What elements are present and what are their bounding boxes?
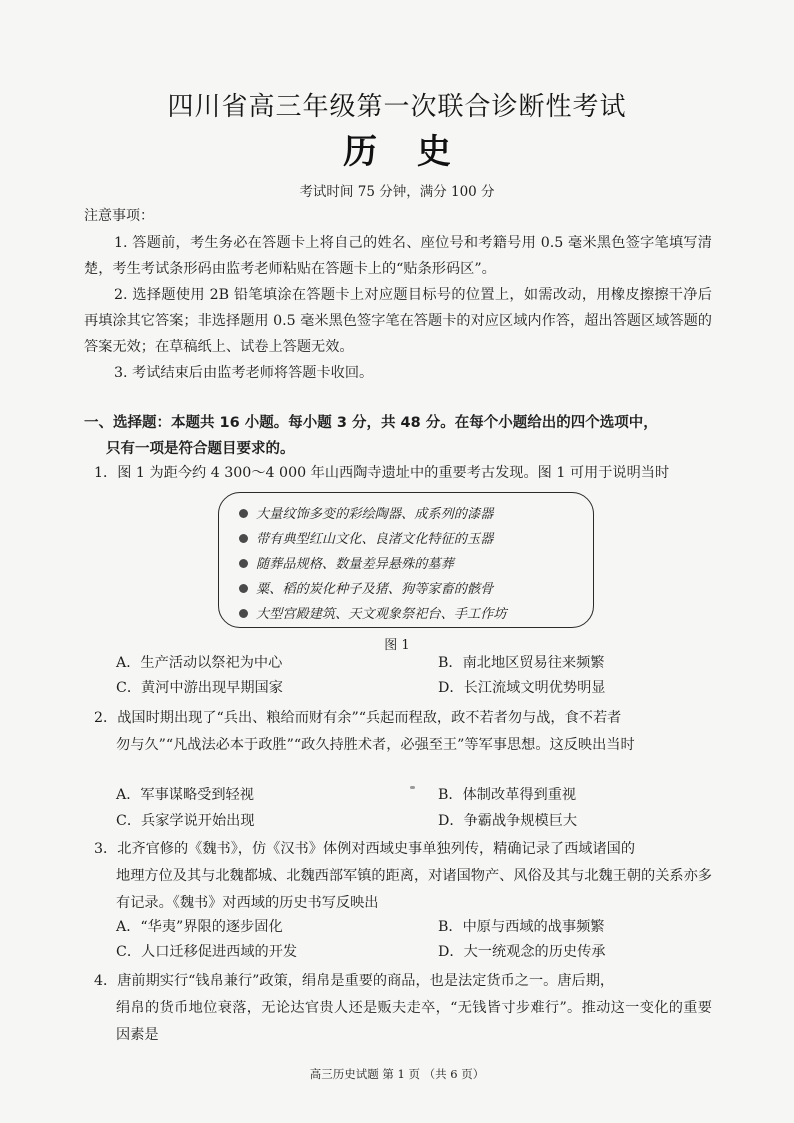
bullet-icon: [239, 534, 248, 543]
question-2-option-c: C．兵家学说开始出现: [116, 813, 255, 829]
question-3-option-c: C．人口迁移促进西域的开发: [116, 944, 298, 960]
question-1-option-a: A．生产活动以祭祀为中心: [116, 655, 283, 671]
bullet-icon: [239, 584, 248, 593]
figure-1-caption: 图 1: [384, 638, 410, 653]
bullet-icon: [239, 559, 248, 568]
question-1-stem: 1．图 1 为距今约 4 300～4 000 年山西陶寺遗址中的重要考古发现。图 1 可用于说明当时: [94, 465, 670, 481]
note-item: 1. 答题前，考生务必在答题卡上将自己的姓名、座位号和考籍号用 0.5 毫米黑色签字笔填写清楚，考生考试条形码由监考老师粘贴在答题卡上的“贴条形码区”。: [84, 235, 712, 277]
question-1-option-b: B．南北地区贸易往来频繁: [438, 655, 605, 671]
question-3-option-b: B．中原与西域的战事频繁: [438, 919, 605, 935]
note-item: 2. 选择题使用 2B 铅笔填涂在答题卡上对应题目标号的位置上，如需改动，用橡皮擦擦干净后再填涂其它答案；非选择题用 0.5 毫米黑色签字笔在答题卡的对应区域内作答，超出答题区域答题的答案无效；在草稿纸上、试卷上答题无效。: [84, 287, 712, 355]
question-1-option-c: C．黄河中游出现早期国家: [116, 680, 283, 696]
question-2-option-a: A．军事谋略受到轻视: [116, 787, 254, 803]
section-heading: [84, 410, 714, 462]
section-heading-line2: 只有一项是符合题目要求的。: [106, 441, 295, 457]
bullet-icon: [239, 609, 248, 618]
scan-speck: [410, 786, 415, 789]
question-2-option-b: B．体制改革得到重视: [438, 787, 577, 803]
question-3-option-a: A．“华夷”界限的逐步固化: [116, 919, 283, 935]
notes-heading: 注意事项：: [84, 208, 154, 224]
note-item: 3. 考试结束后由监考老师将答题卡收回。: [114, 365, 374, 381]
question-3-stem: 3．北齐官修的《魏书》，仿《汉书》体例对西域史事单独列传，精确记录了西域诸国的 地理方位及其与北魏都城、北魏西部军镇的距离，对诸国物产、风俗及其与北魏王朝的关系亦多有记录。《魏书》对西域的历史书写反映出: [94, 841, 712, 911]
figure-item: 大型宫殿建筑、天文观象祭祀台、手工作坊: [239, 603, 507, 622]
section-heading-line1: 一、选择题：本题共 16 小题。每小题 3 分，共 48 分。在每个小题给出的四个选项中，: [84, 415, 658, 431]
question-1-option-d: D．长江流域文明优势明显: [438, 680, 606, 696]
question-2-stem: 2．战国时期出现了“兵出、粮给而财有余”“兵起而程敌，政不若者勿与战，食不若者 勿与久”“凡战法必本于政胜”“政久持胜术者，必强至王”等军事思想。这反映出当时: [94, 710, 635, 753]
question-2-option-d: D．争霸战争规模巨大: [438, 813, 578, 829]
figure-item: 大量纹饰多变的彩绘陶器、成系列的漆器: [239, 503, 493, 522]
figure-item: 随葬品规格、数量差异悬殊的墓葬: [239, 553, 454, 572]
exam-title: 四川省高三年级第一次联合诊断性考试: [167, 92, 627, 122]
page-footer: 高三历史试题 第 1 页 （共 6 页）: [309, 1067, 485, 1081]
exam-info: 考试时间 75 分钟，满分 100 分: [299, 184, 495, 200]
bullet-icon: [239, 509, 248, 518]
question-3-option-d: D．大一统观念的历史传承: [438, 944, 606, 960]
question-4-stem: 4．唐前期实行“钱帛兼行”政策，绢帛是重要的商品，也是法定货币之一。唐后期， 绢帛的货币地位衰落，无论达官贵人还是贩夫走卒，“无钱皆寸步难行”。推动这一变化的重要因素是: [94, 973, 712, 1043]
subject-title: 历 史: [343, 132, 465, 172]
figure-1-box: [218, 492, 594, 628]
figure-item: 粟、稻的炭化种子及猪、狗等家畜的骸骨: [239, 578, 493, 597]
figure-item: 带有典型红山文化、良渚文化特征的玉器: [239, 528, 493, 547]
